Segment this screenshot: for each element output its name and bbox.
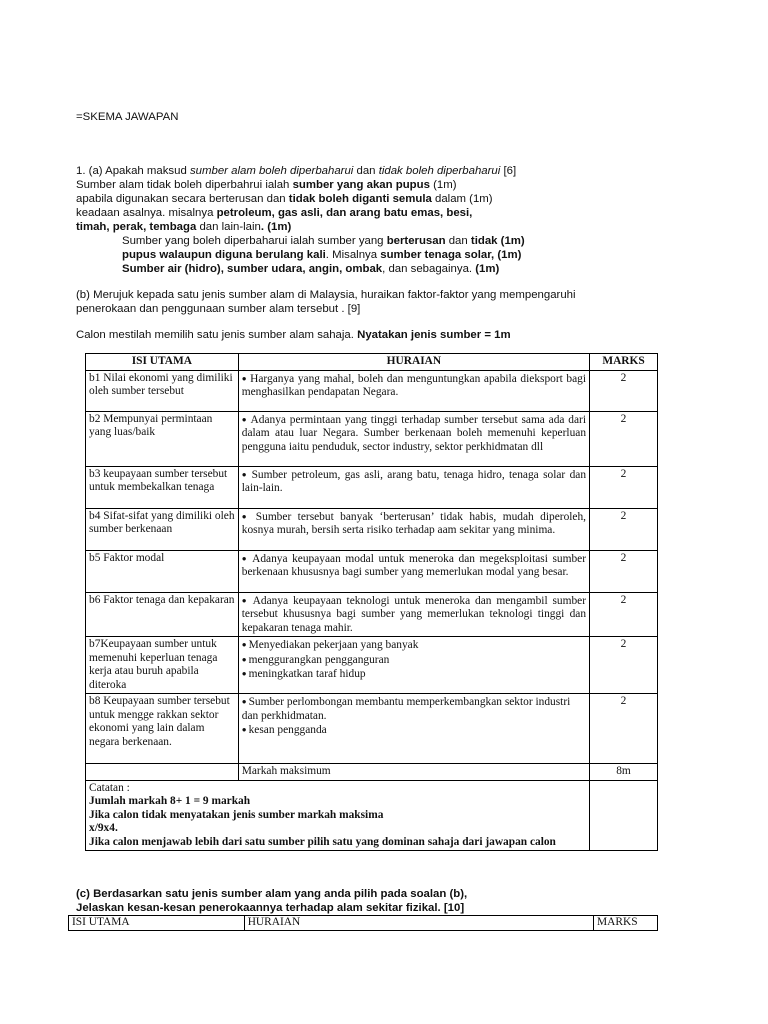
bullet-item: ● Sumber petroleum, gas asli, arang batu, tenaga hidro, tenaga solar dan lain-lain. [242,468,586,496]
text: . Misalnya [325,249,381,261]
header-huraian: HURAIAN [238,354,589,371]
cell-huraian [238,411,589,466]
cell-marks: 2 [590,411,658,466]
text: berterusan [386,235,446,247]
text: dan lain-lain [196,221,261,233]
cell-huraian [238,508,589,550]
question-1b-line: penerokaan dan penggunaan sumber alam tersebut . [9] [76,303,361,315]
cell-isi: b1 Nilai ekonomi yang dimiliki oleh sumber tersebut [86,370,239,411]
cell-huraian [238,592,589,637]
text: Nyatakan jenis sumber = 1m [357,329,511,341]
text: dan [353,165,379,177]
text: , dan sebagainya. [382,263,476,275]
bullet-item: ● Sumber tersebut banyak ‘berterusan’ tidak habis, mudah diperoleh, kosnya murah, bersih serta risiko terhadap aam sekitar yang minima. [242,510,586,538]
table-row [86,508,658,550]
table-row [86,550,658,592]
catatan-line: Jika calon menjawab lebih dari satu sumber pilih satu yang dominan sahaja dari jawapan calon [89,835,556,848]
cell-huraian [238,466,589,508]
text: sumber alam boleh diperbaharui [189,165,354,177]
cell-marks: 2 [590,466,658,508]
question-1b-line: (b) Merujuk kepada satu jenis sumber alam di Malaysia, huraikan faktor-faktor yang mempengaruhi [76,289,576,301]
text: Calon mestilah memilih satu jenis sumber alam sahaja. [76,329,358,341]
table-row [86,466,658,508]
answer-line [122,248,521,262]
cell-marks: 2 [590,370,658,411]
text: dalam (1m) [431,193,493,205]
bullet-item: ● kesan pengganda [242,723,586,738]
text: tidak boleh diganti semula [288,193,432,205]
cell-isi: b7Keupayaan sumber untuk memenuhi keperluan tenaga kerja atau buruh apabila diteroka [86,637,239,694]
cell-marks: 2 [590,550,658,592]
text: Sumber air (hidro), sumber udara, angin, ombak [122,263,383,275]
cell-huraian [238,637,589,694]
cell-isi: b3 keupayaan sumber tersebut untuk membekalkan tenaga [86,466,239,508]
answer-line [76,220,291,234]
table-header-row [69,916,658,931]
catatan-cell [86,780,590,851]
text: keadaan asalnya. misalnya [76,207,217,219]
marking-table-1b [85,353,658,851]
answer-line [76,178,457,192]
text: . (1m) [260,221,292,233]
max-marks-value: 8m [590,764,658,781]
bullet-item: ● Adanya keupayaan teknologi untuk meneroka dan mengambil sumber tersebut khususnya bagi sumber yang memerlukan teknologi tinggi dan kepakaran tenaga mahir. [242,594,586,636]
text: petroleum, gas asli, dan arang batu emas, besi, [216,207,473,219]
cell-marks: 2 [590,592,658,637]
text: [6] [500,165,517,177]
bullet-item: ● menggurangkan pengganguran [242,653,586,668]
cell-marks: 2 [590,694,658,764]
bullet-item: ● Adanya keupayaan modal untuk meneroka dan megeksploitasi sumber berkenaan khususnya bagi sumber yang memerlukan modal yang besar. [242,552,586,580]
cell-isi: b6 Faktor tenaga dan kepakaran [86,592,239,637]
cell-isi: b2 Mempunyai permintaan yang luas/baik [86,411,239,466]
cell-marks: 2 [590,637,658,694]
cell-huraian [238,550,589,592]
bullet-item: ● Harganya yang mahal, boleh dan menguntungkan apabila dieksport bagi menghasilkan pendapatan Negara. [242,372,586,400]
cell-isi: b5 Faktor modal [86,550,239,592]
catatan-row [86,780,658,851]
catatan-line: Jumlah markah 8+ 1 = 9 markah [89,795,251,807]
header-marks: MARKS [594,916,658,931]
bullet-item: ● meningkatkan taraf hidup [242,667,586,682]
answer-line [76,192,493,206]
text: sumber yang akan pupus [292,179,430,191]
cell-isi: b8 Keupayaan sumber tersebut untuk mengge rakkan sektor ekonomi yang lain dalam negara berkenaan. [86,694,239,764]
bullet-item: ● Menyediakan pekerjaan yang banyak [242,638,586,653]
text: dan [445,235,471,247]
catatan-line: Jika calon tidak menyatakan jenis sumber markah maksima [89,808,384,821]
table-header-row [86,354,658,371]
bullet-item: ● Adanya permintaan yang tinggi terhadap sumber tersebut sama ada dari dalam atau luar Negara. Sumber berkenaan boleh memenuhi keperluan pengguna iaitu penduduk, sector industry, sektor perkhidmatan dll [242,413,586,455]
catatan-title: Catatan : [89,781,130,794]
text: tidak (1m) [470,235,525,247]
text: apabila digunakan secara berterusan dan [76,193,289,205]
text: sumber tenaga solar, (1m) [380,249,522,261]
answer-line [76,206,472,220]
cell-huraian [238,370,589,411]
text: timah, perak, tembaga [76,221,197,233]
question-1c-line: Jelaskan kesan-kesan penerokaannya terhadap alam sekitar fizikal. [10] [76,902,465,914]
max-marks-row [86,764,658,781]
table-row [86,592,658,637]
header-huraian: HURAIAN [244,916,593,931]
cell-empty [590,780,658,851]
max-marks-label: Markah maksimum [238,764,589,781]
bullet-item: ● Sumber perlombongan membantu memperkembangkan sektor industri dan perkhidmatan. [242,695,586,723]
cell-huraian [238,694,589,764]
header-marks: MARKS [590,354,658,371]
question-1c-line: (c) Berdasarkan satu jenis sumber alam yang anda pilih pada soalan (b), [76,888,468,900]
header-isi-utama: ISI UTAMA [69,916,245,931]
catatan-line: x/9x4. [89,822,118,834]
answer-line [122,234,525,248]
marking-table-1c [68,915,658,931]
question-1a-title [76,164,516,178]
cell-marks: 2 [590,508,658,550]
table-row [86,411,658,466]
text: (1m) [475,263,500,275]
header-isi-utama: ISI UTAMA [86,354,239,371]
text: Sumber alam tidak boleh diperbahrui ialah [76,179,293,191]
answer-line [122,262,499,276]
cell-empty [86,764,239,781]
text: Sumber yang boleh diperbaharui ialah sumber yang [122,235,387,247]
cell-isi: b4 Sifat-sifat yang dimiliki oleh sumber berkenaan [86,508,239,550]
text: pupus walaupun diguna berulang kali [122,249,326,261]
table-row [86,637,658,694]
table-row [86,370,658,411]
table-row [86,694,658,764]
text: 1. (a) Apakah maksud [76,165,190,177]
question-1b-instruction [76,328,511,342]
text: tidak boleh diperbaharui [378,165,501,177]
document-header: =SKEMA JAWAPAN [76,111,179,123]
text: (1m) [429,179,457,191]
